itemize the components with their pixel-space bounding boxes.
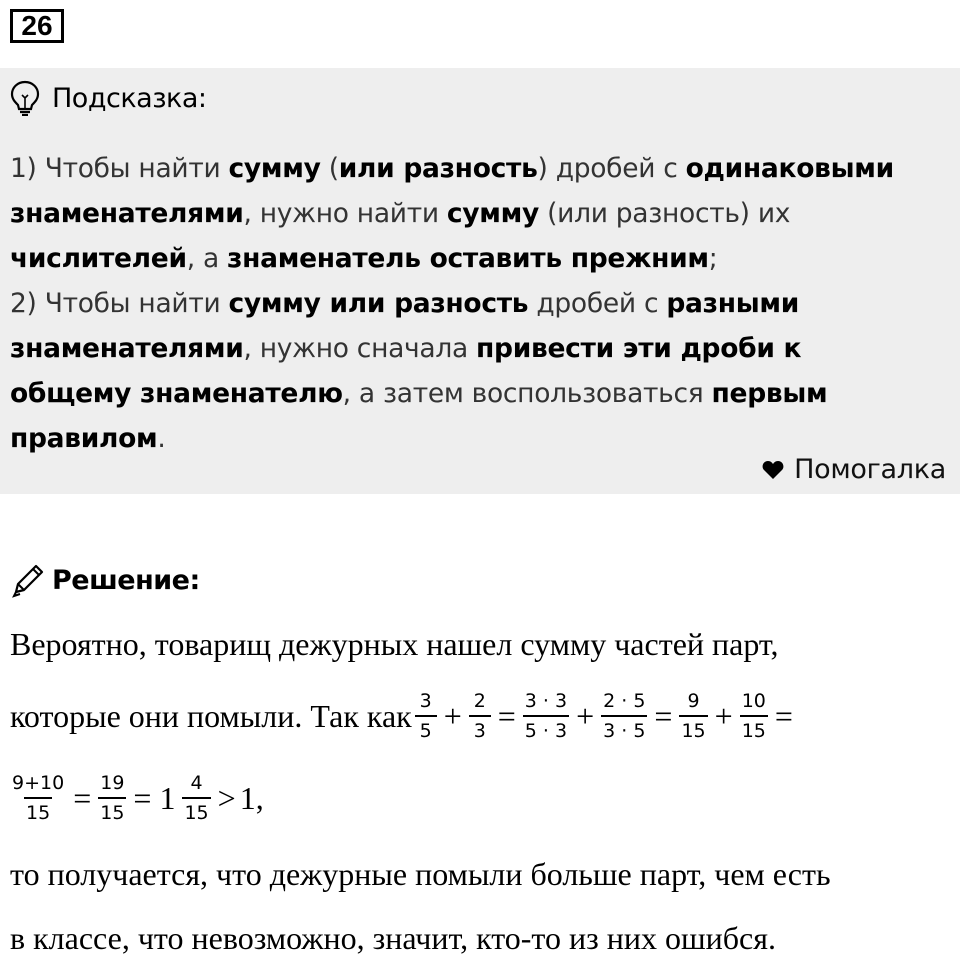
hint-bold-segment: знаменатель оставить прежним bbox=[227, 243, 709, 274]
operator: = bbox=[133, 779, 152, 816]
hint-line bbox=[10, 326, 955, 371]
solution-header bbox=[10, 560, 200, 600]
hint-segment: ; bbox=[708, 243, 718, 274]
solution-line-2-text: которые они помыли. Так как bbox=[10, 697, 412, 734]
credit bbox=[762, 454, 946, 485]
hint-segment: , а bbox=[186, 243, 228, 274]
solution-line-2 bbox=[10, 690, 797, 742]
operator: + bbox=[714, 697, 733, 734]
hint-panel bbox=[0, 68, 960, 494]
operator: = bbox=[497, 697, 516, 734]
hint-text bbox=[10, 146, 955, 461]
task-number: 26 bbox=[10, 9, 64, 43]
hint-title: Подсказка: bbox=[52, 82, 207, 114]
fraction: $\frac{19}{15}$ bbox=[100, 772, 125, 824]
hint-bold-segment: привести эти дроби к bbox=[476, 333, 802, 364]
hint-line bbox=[10, 236, 955, 281]
fraction: $\frac{10}{15}$ bbox=[741, 690, 766, 742]
hint-segment: , нужно найти bbox=[243, 198, 447, 229]
hint-segment: ( bbox=[320, 153, 339, 184]
operator: > bbox=[217, 779, 236, 816]
credit-label: Помогалка bbox=[794, 454, 946, 485]
operator: + bbox=[443, 697, 462, 734]
hint-segment: , а затем воспользоваться bbox=[342, 378, 712, 409]
hint-segment: ) дробей с bbox=[537, 153, 686, 184]
hint-bold-segment: или разность bbox=[338, 153, 538, 184]
fraction: $\frac{2}{3}$ bbox=[469, 690, 491, 742]
fraction: $\frac{3 \cdot 3}{5 \cdot 3}$ bbox=[524, 690, 568, 742]
pencil-icon bbox=[10, 562, 46, 598]
solution-line-5: в классе, что невозможно, значит, кто-то из них ошибся. bbox=[10, 920, 776, 956]
hint-header bbox=[10, 80, 207, 116]
hint-bold-segment: разными bbox=[666, 288, 799, 319]
hint-bold-segment: одинаковыми bbox=[685, 153, 894, 184]
solution-tail: 1, bbox=[239, 779, 264, 816]
fraction: $\frac{4}{15}$ bbox=[184, 772, 209, 824]
hint-segment: (или разность) их bbox=[538, 198, 791, 229]
hint-bold-segment: сумму bbox=[228, 153, 321, 184]
hint-bold-segment: первым bbox=[711, 378, 828, 409]
hint-bold-segment: общему знаменателю bbox=[10, 378, 343, 409]
hint-segment: . bbox=[157, 423, 166, 454]
hint-line bbox=[10, 371, 955, 416]
solution-line-3 bbox=[10, 772, 264, 824]
hint-line bbox=[10, 281, 955, 326]
solution-line-1: Вероятно, товарищ дежурных нашел сумму частей парт, bbox=[10, 626, 779, 662]
operator: + bbox=[576, 697, 595, 734]
operator: = bbox=[654, 697, 673, 734]
hint-bold-segment: знаменателями bbox=[10, 198, 244, 229]
solution-line-4: то получается, что дежурные помыли больше парт, чем есть bbox=[10, 856, 831, 892]
hint-bold-segment: знаменателями bbox=[10, 333, 244, 364]
hint-bold-segment: правилом bbox=[10, 423, 158, 454]
solution-title: Решение: bbox=[52, 564, 200, 596]
operator: = bbox=[73, 779, 92, 816]
heart-icon bbox=[762, 460, 784, 480]
hint-bold-segment: сумму bbox=[446, 198, 539, 229]
hint-segment: дробей с bbox=[528, 288, 667, 319]
fraction: $\frac{2 \cdot 5}{3 \cdot 5}$ bbox=[603, 690, 646, 742]
hint-segment: 2) Чтобы найти bbox=[10, 288, 229, 319]
whole-number: 1 bbox=[159, 779, 176, 816]
hint-line bbox=[10, 191, 955, 236]
hint-segment: 1) Чтобы найти bbox=[10, 153, 229, 184]
hint-line bbox=[10, 146, 955, 191]
hint-bold-segment: сумму или разность bbox=[228, 288, 529, 319]
operator: = bbox=[774, 697, 793, 734]
fraction: $\frac{9+10}{15}$ bbox=[12, 772, 65, 824]
lightbulb-icon bbox=[10, 80, 40, 116]
hint-bold-segment: числителей bbox=[10, 243, 187, 274]
fraction: $\frac{3}{5}$ bbox=[415, 690, 437, 742]
hint-segment: , нужно сначала bbox=[243, 333, 477, 364]
fraction: $\frac{9}{15}$ bbox=[681, 690, 706, 742]
